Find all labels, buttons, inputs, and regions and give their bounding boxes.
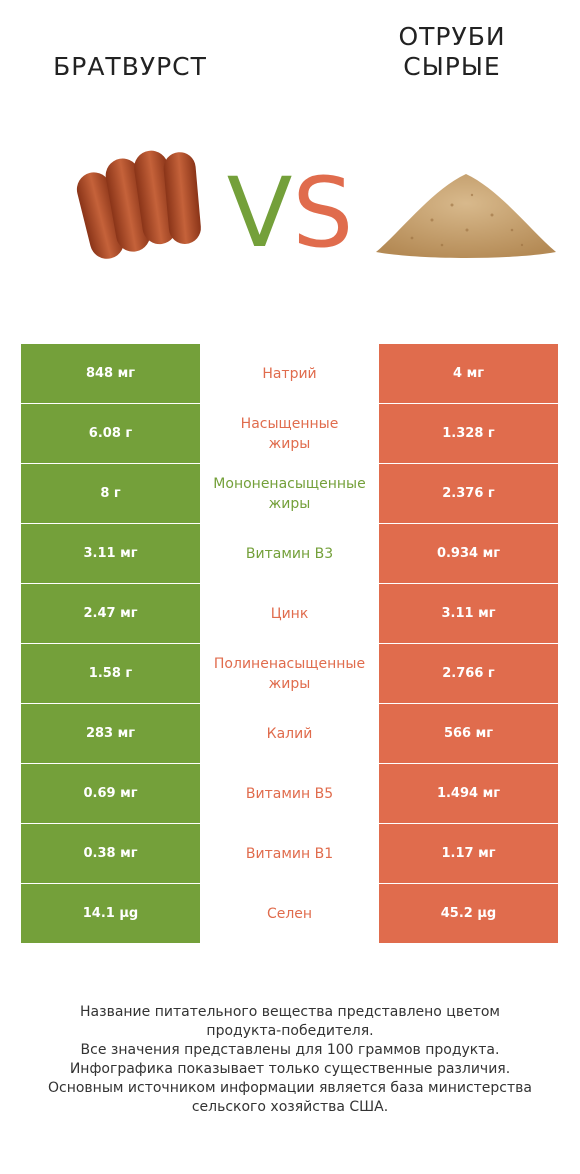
nutrient-name-text <box>267 724 313 744</box>
table-row <box>21 884 558 944</box>
right-value: 1.17 мг <box>379 824 558 884</box>
table-row <box>21 704 558 764</box>
nutrient-name-line1: Витамин B5 <box>245 786 334 802</box>
nutrient-name-line1: Насыщенные <box>240 416 339 432</box>
nutrient-name-text <box>246 544 333 564</box>
table-row <box>21 824 558 884</box>
nutrient-name-line1: Калий <box>266 726 313 742</box>
right-value: 2.766 г <box>379 644 558 704</box>
nutrient-name-line1: Цинк <box>270 606 309 622</box>
right-value: 1.494 мг <box>379 764 558 824</box>
table-row <box>21 584 558 644</box>
nutrient-name-line1: Витамин B1 <box>245 846 334 862</box>
nutrient-name <box>200 764 379 824</box>
nutrient-name <box>200 884 379 944</box>
nutrient-name <box>200 824 379 884</box>
nutrient-name <box>200 644 379 704</box>
nutrient-name-text <box>214 654 365 694</box>
left-value: 1.58 г <box>21 644 200 704</box>
left-value: 848 мг <box>21 344 200 404</box>
nutrient-name <box>200 464 379 524</box>
nutrient-name <box>200 584 379 644</box>
table-row <box>21 464 558 524</box>
bran-pile-image <box>372 160 560 260</box>
right-product-title-line1: ОТРУБИ <box>398 22 506 51</box>
right-value: 566 мг <box>379 704 558 764</box>
footer-line: продукта-победителя. <box>206 1023 374 1039</box>
nutrient-comparison-table <box>21 344 558 944</box>
nutrient-name-text <box>267 904 312 924</box>
nutrient-name-line2: жиры <box>268 496 311 512</box>
nutrient-name-line1: Селен <box>266 906 313 922</box>
right-value: 0.934 мг <box>379 524 558 584</box>
vs-v: V <box>226 157 293 269</box>
left-value: 14.1 µg <box>21 884 200 944</box>
nutrient-name-line1: Витамин B3 <box>245 546 334 562</box>
nutrient-name <box>200 704 379 764</box>
right-value: 2.376 г <box>379 464 558 524</box>
left-value: 8 г <box>21 464 200 524</box>
left-value: 3.11 мг <box>21 524 200 584</box>
right-value: 45.2 µg <box>379 884 558 944</box>
footer-line: Основным источником информации является база министерства <box>48 1080 532 1096</box>
vs-s: S <box>292 157 354 269</box>
nutrient-name-text <box>246 784 333 804</box>
nutrient-name-line2: жиры <box>268 676 311 692</box>
right-value: 1.328 г <box>379 404 558 464</box>
right-value: 3.11 мг <box>379 584 558 644</box>
nutrient-name-line1: Полиненасыщенные <box>213 656 366 672</box>
left-value: 0.38 мг <box>21 824 200 884</box>
footer-line: Название питательного вещества представлено цветом <box>80 1004 500 1020</box>
bratwurst-image <box>68 140 208 265</box>
nutrient-name-text <box>213 474 365 514</box>
table-row <box>21 344 558 404</box>
nutrient-name-text <box>262 364 316 384</box>
nutrient-name <box>200 404 379 464</box>
nutrient-name <box>200 344 379 404</box>
vs-label <box>222 158 358 268</box>
left-product-title: БРАТВУРСТ <box>53 52 207 81</box>
table-row <box>21 404 558 464</box>
right-product-title <box>352 22 552 82</box>
left-value: 283 мг <box>21 704 200 764</box>
left-value: 2.47 мг <box>21 584 200 644</box>
nutrient-name-text <box>271 604 309 624</box>
footer-line: Все значения представлены для 100 граммов продукта. <box>80 1042 500 1058</box>
table-row <box>21 524 558 584</box>
nutrient-name-line1: Натрий <box>262 366 317 382</box>
nutrient-name <box>200 524 379 584</box>
left-value: 0.69 мг <box>21 764 200 824</box>
nutrient-name-text <box>246 844 333 864</box>
footer-notes <box>20 1003 560 1117</box>
footer-line: сельского хозяйства США. <box>191 1099 389 1115</box>
nutrient-name-text <box>241 414 339 454</box>
footer-line: Инфографика показывает только существенные различия. <box>69 1061 511 1077</box>
table-row <box>21 764 558 824</box>
right-product-title-line2: СЫРЫЕ <box>403 52 501 81</box>
right-value: 4 мг <box>379 344 558 404</box>
nutrient-name-line1: Мононенасыщенные <box>213 476 366 492</box>
table-row <box>21 644 558 704</box>
left-value: 6.08 г <box>21 404 200 464</box>
nutrient-name-line2: жиры <box>268 436 311 452</box>
